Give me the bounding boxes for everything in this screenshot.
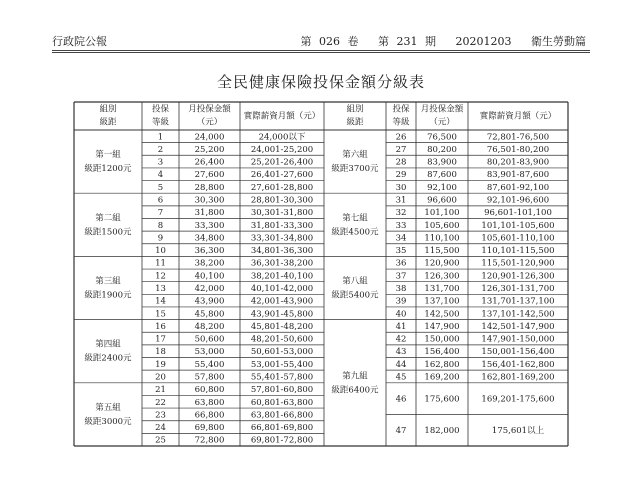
- level-cell: 7: [157, 208, 164, 219]
- level-cell: 5: [157, 182, 164, 193]
- level-cell: 11: [155, 258, 166, 269]
- group-step: 級距1900元: [84, 290, 132, 301]
- amount-cell: 182,000: [424, 426, 460, 437]
- header-level: 投保: [151, 104, 170, 115]
- amount-cell: 25,200: [194, 144, 225, 155]
- level-cell: 28: [395, 157, 407, 168]
- header-amount-unit: （元）: [196, 117, 223, 128]
- level-cell: 45: [395, 372, 407, 383]
- amount-cell: 126,300: [424, 271, 460, 282]
- salary-cell: 38,201-40,100: [250, 271, 314, 282]
- header-level-sub: 等級: [392, 117, 410, 128]
- level-cell: 13: [155, 284, 166, 294]
- amount-cell: 53,000: [194, 347, 225, 358]
- salary-cell: 40,101-42,000: [250, 284, 314, 294]
- amount-cell: 33,300: [194, 220, 225, 231]
- salary-cell: 50,601-53,000: [250, 347, 314, 358]
- salary-cell: 36,301-38,200: [250, 258, 314, 269]
- salary-cell: 76,501-80,200: [486, 144, 550, 155]
- salary-cell: 69,801-72,800: [250, 435, 314, 446]
- level-cell: 40: [395, 309, 407, 320]
- header-group: 組別: [346, 104, 364, 115]
- amount-cell: 34,800: [194, 233, 225, 244]
- level-cell: 44: [395, 359, 407, 370]
- amount-cell: 96,600: [427, 195, 457, 206]
- level-cell: 19: [155, 359, 166, 370]
- level-cell: 8: [157, 220, 164, 231]
- salary-cell: 110,101-115,500: [481, 246, 555, 257]
- salary-cell: 120,901-126,300: [481, 271, 555, 282]
- salary-cell: 66,801-69,800: [250, 423, 314, 434]
- salary-cell: 92,101-96,600: [486, 195, 550, 206]
- amount-cell: 24,000: [194, 132, 225, 143]
- amount-cell: 87,600: [427, 170, 457, 181]
- header-salary: 實際薪資月額（元）: [479, 111, 557, 122]
- amount-cell: 162,800: [424, 359, 460, 370]
- amount-cell: 36,300: [194, 246, 225, 257]
- amount-cell: 45,800: [194, 309, 225, 320]
- amount-cell: 48,200: [194, 321, 225, 332]
- salary-cell: 156,401-162,800: [481, 359, 555, 370]
- amount-cell: 69,800: [194, 423, 225, 434]
- amount-cell: 142,500: [424, 309, 460, 320]
- amount-cell: 55,400: [194, 359, 225, 370]
- header-level-sub: 等級: [151, 117, 170, 128]
- salary-cell: 142,501-147,900: [481, 321, 555, 332]
- header-amount-unit: （元）: [429, 117, 455, 128]
- group-name: 第九組: [342, 371, 368, 382]
- header-amount: 月投保金額: [420, 104, 464, 115]
- level-cell: 16: [155, 321, 166, 332]
- salary-cell: 96,601-101,100: [484, 208, 552, 219]
- level-cell: 33: [395, 220, 407, 231]
- section-label: 衛生勞動篇: [531, 35, 586, 48]
- amount-cell: 131,700: [424, 284, 460, 294]
- salary-cell: 24,001-25,200: [250, 144, 314, 155]
- amount-cell: 38,200: [194, 258, 225, 269]
- issue-label: 第 231 期: [378, 35, 436, 48]
- group-step: 級距1500元: [84, 227, 132, 238]
- level-cell: 3: [157, 157, 164, 168]
- group-name: 第八組: [342, 276, 368, 287]
- level-cell: 20: [155, 372, 166, 383]
- amount-cell: 120,900: [424, 258, 460, 269]
- salary-cell: 147,901-150,000: [481, 334, 555, 345]
- amount-cell: 27,600: [194, 170, 225, 181]
- document-title: 全民健康保險投保金額分級表: [216, 73, 425, 91]
- publication-name: 行政院公報: [52, 35, 107, 48]
- amount-cell: 42,000: [194, 284, 225, 294]
- amount-cell: 80,200: [427, 144, 457, 155]
- level-cell: 31: [395, 195, 407, 206]
- amount-cell: 169,200: [424, 372, 460, 383]
- header-step: 級距: [346, 117, 364, 128]
- level-cell: 9: [157, 233, 164, 244]
- amount-cell: 105,600: [424, 220, 460, 231]
- salary-cell: 57,801-60,800: [250, 385, 314, 396]
- level-cell: 17: [155, 334, 166, 345]
- group-name: 第五組: [95, 402, 121, 413]
- group-step: 級距6400元: [331, 385, 379, 396]
- salary-cell: 83,901-87,600: [486, 170, 550, 181]
- amount-cell: 156,400: [424, 347, 460, 358]
- group-step: 級距2400元: [84, 353, 132, 364]
- level-cell: 30: [395, 182, 407, 193]
- level-cell: 38: [395, 284, 407, 294]
- salary-cell: 175,601以上: [491, 426, 545, 437]
- amount-cell: 26,400: [194, 157, 225, 168]
- level-cell: 25: [155, 435, 166, 446]
- amount-cell: 57,800: [194, 372, 225, 383]
- salary-cell: 34,801-36,300: [250, 246, 314, 257]
- salary-cell: 42,001-43,900: [250, 296, 314, 307]
- level-cell: 27: [395, 144, 407, 155]
- salary-cell: 26,401-27,600: [250, 170, 314, 181]
- salary-cell: 115,501-120,900: [481, 258, 555, 269]
- amount-cell: 92,100: [427, 182, 457, 193]
- level-cell: 46: [395, 394, 407, 405]
- amount-cell: 66,800: [194, 410, 225, 421]
- amount-cell: 115,500: [424, 246, 460, 257]
- salary-cell: 60,801-63,800: [250, 397, 314, 408]
- group-step: 級距3000元: [84, 416, 132, 427]
- salary-cell: 48,201-50,600: [250, 334, 314, 345]
- salary-cell: 33,301-34,800: [250, 233, 314, 244]
- level-cell: 6: [157, 195, 164, 206]
- level-cell: 32: [395, 208, 407, 219]
- group-step: 級距3700元: [331, 164, 379, 175]
- level-cell: 15: [155, 309, 166, 320]
- amount-cell: 175,600: [424, 394, 460, 405]
- header-step: 級距: [99, 117, 117, 128]
- level-cell: 18: [155, 347, 166, 358]
- level-cell: 12: [155, 271, 166, 282]
- level-cell: 22: [155, 397, 166, 408]
- salary-cell: 162,801-169,200: [481, 372, 555, 383]
- salary-cell: 137,101-142,500: [481, 309, 555, 320]
- salary-cell: 131,701-137,100: [481, 296, 555, 307]
- salary-cell: 72,801-76,500: [486, 132, 550, 143]
- salary-cell: 43,901-45,800: [250, 309, 314, 320]
- amount-cell: 72,800: [194, 435, 225, 446]
- amount-cell: 43,900: [194, 296, 225, 307]
- amount-cell: 50,600: [194, 334, 225, 345]
- level-cell: 1: [157, 132, 164, 143]
- salary-cell: 31,801-33,300: [250, 220, 314, 231]
- group-name: 第二組: [95, 213, 121, 224]
- salary-cell: 169,201-175,600: [481, 394, 555, 405]
- group-step: 級距5400元: [331, 290, 379, 301]
- level-cell: 4: [157, 170, 164, 181]
- level-cell: 29: [395, 170, 407, 181]
- level-cell: 34: [395, 233, 407, 244]
- group-name: 第三組: [95, 276, 121, 287]
- salary-cell: 53,001-55,400: [250, 359, 314, 370]
- header-amount: 月投保金額: [188, 104, 231, 115]
- salary-cell: 27,601-28,800: [250, 182, 314, 193]
- salary-cell: 87,601-92,100: [486, 182, 550, 193]
- amount-cell: 40,100: [194, 271, 225, 282]
- amount-cell: 76,500: [427, 132, 457, 143]
- salary-cell: 80,201-83,900: [486, 157, 550, 168]
- group-step: 級距1200元: [84, 164, 132, 175]
- group-name: 第一組: [95, 150, 121, 161]
- amount-cell: 30,300: [194, 195, 225, 206]
- level-cell: 10: [155, 246, 166, 257]
- level-cell: 37: [395, 271, 407, 282]
- salary-cell: 28,801-30,300: [250, 195, 314, 206]
- salary-cell: 126,301-131,700: [481, 284, 555, 294]
- amount-cell: 150,000: [424, 334, 460, 345]
- amount-cell: 137,100: [424, 296, 460, 307]
- level-cell: 39: [395, 296, 407, 307]
- level-cell: 26: [395, 132, 407, 143]
- amount-cell: 110,100: [424, 233, 460, 244]
- amount-cell: 63,800: [194, 397, 225, 408]
- level-cell: 43: [395, 347, 407, 358]
- salary-cell: 45,801-48,200: [250, 321, 314, 332]
- date-label: 20201203: [455, 35, 512, 48]
- salary-cell: 55,401-57,800: [250, 372, 314, 383]
- salary-cell: 105,601-110,100: [481, 233, 555, 244]
- level-cell: 24: [155, 423, 166, 434]
- amount-cell: 60,800: [194, 385, 225, 396]
- group-name: 第六組: [342, 150, 368, 161]
- level-cell: 41: [395, 321, 407, 332]
- level-cell: 42: [395, 334, 407, 345]
- salary-cell: 25,201-26,400: [250, 157, 314, 168]
- group-name: 第七組: [342, 213, 368, 224]
- level-cell: 21: [155, 385, 166, 396]
- volume-label: 第 026 卷: [300, 35, 359, 48]
- group-step: 級距4500元: [331, 227, 379, 238]
- salary-cell: 150,001-156,400: [481, 347, 555, 358]
- header-level: 投保: [392, 104, 410, 115]
- level-cell: 14: [155, 296, 166, 307]
- salary-cell: 24,000以下: [258, 132, 306, 143]
- level-cell: 2: [157, 144, 164, 155]
- salary-cell: 101,101-105,600: [481, 220, 555, 231]
- amount-cell: 31,800: [194, 208, 225, 219]
- header-group: 組別: [99, 104, 117, 115]
- group-name: 第四組: [95, 339, 121, 350]
- amount-cell: 147,900: [424, 321, 460, 332]
- level-cell: 35: [395, 246, 407, 257]
- amount-cell: 28,800: [194, 182, 225, 193]
- amount-cell: 101,100: [424, 208, 460, 219]
- amount-cell: 83,900: [427, 157, 457, 168]
- level-cell: 36: [395, 258, 407, 269]
- salary-cell: 30,301-31,800: [250, 208, 314, 219]
- salary-cell: 63,801-66,800: [250, 410, 314, 421]
- level-cell: 23: [155, 410, 166, 421]
- header-salary: 實際薪資月額（元）: [243, 111, 321, 122]
- level-cell: 47: [395, 426, 407, 437]
